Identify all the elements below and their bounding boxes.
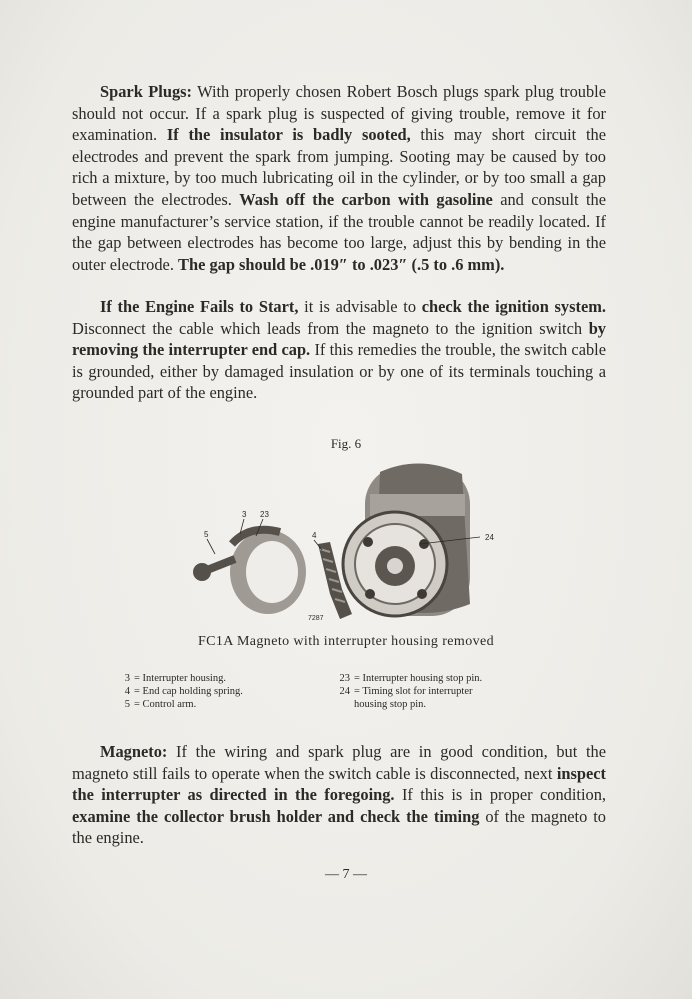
callout-23: 23 <box>260 510 269 519</box>
emphasis-text: by removing the interrupter end cap. <box>72 318 606 360</box>
section-title-spark-plugs: Spark Plugs: <box>100 82 192 101</box>
figure-caption: FC1A Magneto with interrupter housing removed <box>197 634 495 649</box>
paragraph-text: it is advisable to <box>298 297 422 316</box>
spark-plugs-paragraph <box>72 81 606 275</box>
magneto-illustration <box>180 454 520 626</box>
legend-item: 24 = Timing slot for interrupter housing stop pin. <box>339 686 473 710</box>
callout-5: 5 <box>204 530 209 539</box>
callout-24: 24 <box>485 533 494 542</box>
magneto-body <box>343 463 470 616</box>
engine-fails-paragraph <box>72 296 606 404</box>
emphasis-text: If the Engine Fails to Start, <box>100 297 299 316</box>
legend-right <box>330 672 614 711</box>
emphasis-text: inspect the interrupter as directed in the foregoing. <box>72 763 606 805</box>
paragraph-text: and consult the engine manufacturer’s service station, if the trouble cannot be readily located. If the gap between electrodes has become too large, adjust this by bending in the outer electrode. <box>72 189 606 274</box>
legend-left <box>110 672 243 711</box>
magneto-paragraph <box>72 741 606 849</box>
interrupter-housing <box>193 530 306 614</box>
legend-item: 23 = Interrupter housing stop pin. <box>339 673 483 684</box>
emphasis-text: The gap should be .019″ to .023″ (.5 to .6 mm). <box>178 254 505 274</box>
paragraph-text: this may short circuit the electrodes and prevent the spark from jumping. Sooting may be caused by too rich a mixture, by too much lubricating oil in the cylinder, or by too small a gap between the electrodes. <box>72 125 607 209</box>
paragraph-text: If the wiring and spark plug are in good condition, but the magneto still fails to operate when the switch cable is disconnected, next <box>72 742 606 783</box>
page-number: — 7 — <box>325 867 367 882</box>
emphasis-text: If the insulator is badly sooted, <box>166 125 411 145</box>
figure-label: Fig. 6 <box>330 436 362 451</box>
paragraph-text: If this is in proper condition, <box>394 785 607 805</box>
section-title-magneto: Magneto: <box>100 742 168 761</box>
paragraph-text: of the magneto to the engine. <box>72 806 606 848</box>
callout-4: 4 <box>312 531 317 540</box>
paragraph-text: With properly chosen Robert Bosch plugs spark plug trouble should not occur. If a spark plug is suspected of giving trouble, remove it for examination. <box>72 82 606 145</box>
paragraph-text: If this remedies the trouble, the switch cable is grounded, either by damaged insulation or by one of its terminals touching a grounded part of the engine. <box>72 340 606 403</box>
emphasis-text: Wash off the carbon with gasoline <box>239 189 493 209</box>
legend-item: 3 = Interrupter housing. <box>124 673 226 684</box>
legend-item: 5 = Control arm. <box>124 699 197 710</box>
emphasis-text: check the ignition system. <box>421 297 606 316</box>
paragraph-text: Disconnect the cable which leads from the magneto to the ignition switch <box>72 318 589 338</box>
callout-3: 3 <box>242 510 247 519</box>
plate-number: 7287 <box>308 615 324 622</box>
legend-item: 4 = End cap holding spring. <box>124 686 243 697</box>
emphasis-text: examine the collector brush holder and check the timing <box>72 806 480 826</box>
